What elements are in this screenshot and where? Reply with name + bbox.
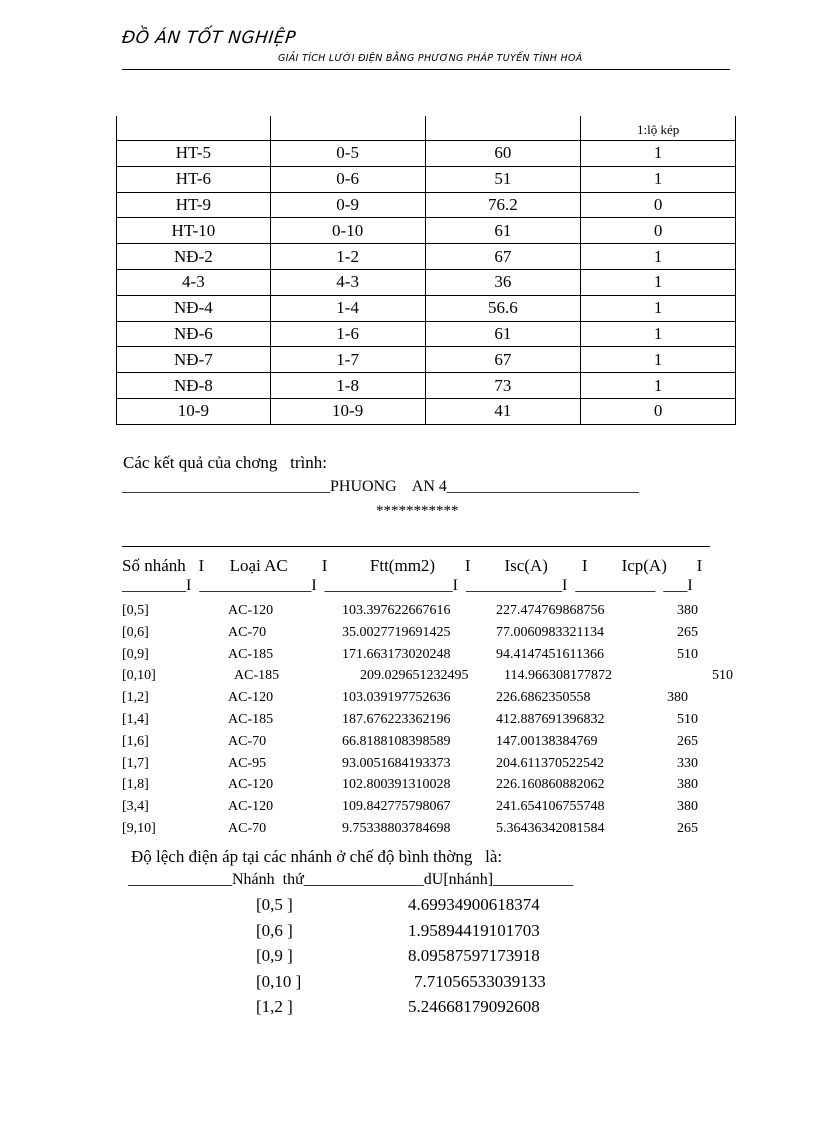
deviation-value: 7.71056533039133	[414, 971, 546, 991]
table-row	[117, 166, 736, 192]
table-cell: HT-6	[117, 166, 271, 192]
table-cell: NĐ-8	[117, 373, 271, 399]
table-cell: 0	[581, 218, 736, 244]
table-cell: AC-70	[228, 624, 267, 640]
table-cell: 1-7	[270, 347, 425, 373]
table-cell: 67	[425, 347, 581, 373]
table-cell	[270, 116, 425, 141]
table-cell: 61	[425, 321, 581, 347]
table-cell: 4-3	[270, 269, 425, 295]
table-cell: 0	[581, 398, 736, 424]
header-divider	[122, 69, 730, 70]
table-cell: [1,4]	[122, 711, 149, 727]
line-data-table	[116, 116, 736, 425]
table-cell: 5.36436342081584	[496, 820, 605, 836]
table-cell: 61	[425, 218, 581, 244]
table-cell: AC-120	[228, 603, 274, 618]
table-cell: 73	[425, 373, 581, 399]
table-cell: 147.00138384769	[496, 733, 598, 749]
table-cell: HT-5	[117, 141, 271, 167]
results-column-underline: ________I ______________I ________________I ____________I __________ ___I	[122, 577, 693, 594]
table-cell: 9.75338803784698	[342, 820, 451, 836]
table-cell: 0-9	[270, 192, 425, 218]
table-cell: [3,4]	[122, 799, 149, 815]
table-header-row	[117, 116, 736, 141]
deviation-value: 4.69934900618374	[408, 895, 540, 914]
table-cell: 1	[581, 269, 736, 295]
deviation-value: 1.95894419101703	[408, 920, 540, 940]
table-cell: 0-5	[270, 141, 425, 167]
table-cell: 76.2	[425, 192, 581, 218]
deviation-heading: Độ lệch điện áp tại các nhánh ở chế độ bình thờng là:	[131, 847, 503, 866]
table-cell: 0-6	[270, 166, 425, 192]
table-cell: 510	[677, 711, 698, 727]
table-cell: 171.663173020248	[342, 646, 451, 662]
table-cell: 204.611370522542	[496, 755, 604, 771]
table-cell: [0,10]	[122, 668, 156, 684]
table-cell: [1,2]	[122, 690, 149, 706]
table-cell: 51	[425, 166, 581, 192]
table-cell: 227.474769868756	[496, 603, 605, 618]
table-cell: AC-120	[228, 690, 274, 706]
table-cell: 66.8188108398589	[342, 733, 451, 749]
table-cell: AC-70	[228, 733, 267, 749]
table-cell: 103.039197752636	[342, 690, 451, 706]
table-cell: 1-2	[270, 244, 425, 270]
branch-label: [0,6 ]	[256, 920, 293, 940]
table-cell: [1,8]	[122, 777, 149, 793]
table-cell: 41	[425, 398, 581, 424]
table-cell: 380	[677, 799, 698, 815]
table-cell: 380	[677, 603, 698, 618]
table-cell: 187.676223362196	[342, 711, 451, 727]
table-cell: HT-9	[117, 192, 271, 218]
table-row	[117, 141, 736, 167]
table-cell: 1-6	[270, 321, 425, 347]
table-cell: 1	[581, 321, 736, 347]
table-cell: 1	[581, 295, 736, 321]
table-cell: 380	[677, 777, 698, 793]
table-cell: 10-9	[270, 398, 425, 424]
table-cell: [0,6]	[122, 624, 149, 640]
table-cell: 1-8	[270, 373, 425, 399]
table-cell	[425, 116, 581, 141]
table-cell: 0-10	[270, 218, 425, 244]
table-row	[117, 218, 736, 244]
table-cell: 241.654106755748	[496, 799, 605, 815]
table-cell: 510	[677, 646, 698, 662]
table-cell: 77.0060983321134	[496, 624, 604, 640]
table-cell: 1	[581, 141, 736, 167]
table-cell: [0,9]	[122, 646, 149, 662]
table-row	[117, 244, 736, 270]
table-cell: AC-120	[228, 799, 274, 815]
table-cell: 380	[667, 690, 688, 706]
table-cell: 1	[581, 166, 736, 192]
table-cell: 265	[677, 733, 698, 749]
table-cell: 209.029651232495	[360, 668, 469, 684]
table-row	[117, 269, 736, 295]
table-cell: 265	[677, 820, 698, 836]
results-column-header: Số nhánh I Loại AC I Ftt(mm2) I Isc(A) I Icp(A) I	[122, 556, 703, 575]
table-cell: 67	[425, 244, 581, 270]
deviation-value: 8.09587597173918	[408, 946, 540, 965]
table-cell: 94.4147451611366	[496, 646, 604, 662]
table-cell: 10-9	[117, 398, 271, 424]
table-cell: 1	[581, 244, 736, 270]
table-cell: AC-185	[228, 711, 274, 727]
table-cell: 103.397622667616	[342, 603, 451, 618]
table-cell: [1,6]	[122, 733, 149, 749]
table-cell: NĐ-6	[117, 321, 271, 347]
table-cell: 93.0051684193373	[342, 755, 451, 771]
branch-label: [1,2 ]	[256, 997, 293, 1016]
table-cell: 330	[677, 755, 698, 771]
branch-label: [0,10 ]	[256, 971, 302, 991]
table-cell: 114.966308177872	[504, 668, 612, 684]
table-cell: 1	[581, 373, 736, 399]
table-cell: NĐ-2	[117, 244, 271, 270]
table-cell: [1,7]	[122, 755, 149, 771]
deviation-header-line: _____________Nhánh thứ_______________dU[nhánh]__________	[128, 871, 574, 888]
results-heading: Các kết quả của chơng trình:	[123, 453, 327, 472]
branch-label: [0,5 ]	[256, 895, 293, 914]
table-row	[117, 295, 736, 321]
table-cell: 226.6862350558	[496, 690, 591, 706]
table-cell: AC-95	[228, 755, 267, 771]
stars-line: ***********	[376, 503, 459, 519]
table-cell: 1-4	[270, 295, 425, 321]
table-cell: 412.887691396832	[496, 711, 605, 727]
table-cell: AC-185	[228, 646, 274, 662]
table-cell: 35.0027719691425	[342, 624, 451, 640]
double-line-note: 1:lộ kép	[581, 116, 736, 141]
table-cell: 265	[677, 624, 698, 640]
document-title: ĐỒ ÁN TỐT NGHIỆP	[120, 28, 298, 48]
table-cell: NĐ-7	[117, 347, 271, 373]
option-line: __________________________PHUONG AN 4________________________	[122, 478, 639, 495]
table-cell	[117, 116, 271, 141]
table-cell: [9,10]	[122, 820, 156, 836]
table-cell: 510	[712, 668, 733, 684]
branch-label: [0,9 ]	[256, 946, 293, 965]
section-divider	[122, 546, 710, 547]
table-cell: AC-185	[234, 668, 280, 684]
table-cell: 60	[425, 141, 581, 167]
document-subtitle: GIẢI TÍCH LƯỚI ĐIỆN BẰNG PHƯƠNG PHÁP TUYẾN TÍNH HOÁ	[278, 53, 583, 64]
table-cell: 56.6	[425, 295, 581, 321]
table-cell: NĐ-4	[117, 295, 271, 321]
table-cell: 109.842775798067	[342, 799, 451, 815]
table-cell: 1	[581, 347, 736, 373]
table-cell: 4-3	[117, 269, 271, 295]
table-row	[117, 347, 736, 373]
table-cell: 226.160860882062	[496, 777, 605, 793]
table-cell: [0,5]	[122, 603, 149, 618]
table-row	[117, 192, 736, 218]
table-cell: AC-70	[228, 820, 267, 836]
deviation-value: 5.24668179092608	[408, 997, 540, 1016]
table-row	[117, 398, 736, 424]
table-row	[117, 321, 736, 347]
table-cell: HT-10	[117, 218, 271, 244]
table-cell: 102.800391310028	[342, 777, 451, 793]
table-row	[117, 373, 736, 399]
table-cell: AC-120	[228, 777, 274, 793]
table-cell: 36	[425, 269, 581, 295]
table-cell: 0	[581, 192, 736, 218]
